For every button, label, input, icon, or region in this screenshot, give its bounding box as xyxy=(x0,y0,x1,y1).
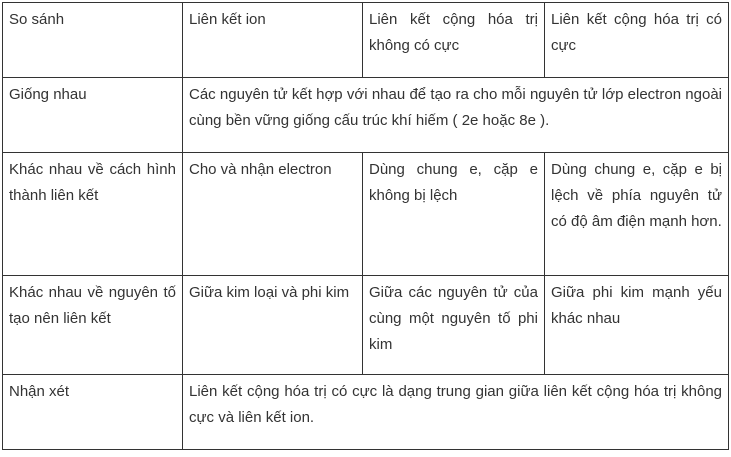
similarity-text: Các nguyên tử kết hợp với nhau để tạo ra cho mỗi nguyên tử lớp electron ngoài cùng bền vững giống cấu trúc khí hiếm ( 2e hoặc 8e ). xyxy=(183,78,729,153)
table-row-similarity xyxy=(3,78,729,153)
header-cell-ionic-bond: Liên kết ion xyxy=(183,3,363,78)
elements-polar: Giữa phi kim mạnh yếu khác nhau xyxy=(545,276,729,375)
elements-ionic: Giữa kim loại và phi kim xyxy=(183,276,363,375)
table-row-header xyxy=(3,3,729,78)
elements-nonpolar: Giữa các nguyên tử của cùng một nguyên tố phi kim xyxy=(363,276,545,375)
formation-ionic: Cho và nhận electron xyxy=(183,153,363,276)
row-label-elements: Khác nhau về nguyên tố tạo nên liên kết xyxy=(3,276,183,375)
table-row-formation xyxy=(3,153,729,276)
row-label-remark: Nhận xét xyxy=(3,375,183,450)
row-label-similarity: Giống nhau xyxy=(3,78,183,153)
comparison-table xyxy=(2,2,729,450)
header-cell-polar-covalent: Liên kết cộng hóa trị có cực xyxy=(545,3,729,78)
header-cell-compare: So sánh xyxy=(3,3,183,78)
formation-polar: Dùng chung e, cặp e bị lệch về phía nguyên tử có độ âm điện mạnh hơn. xyxy=(545,153,729,276)
formation-nonpolar: Dùng chung e, cặp e không bị lệch xyxy=(363,153,545,276)
header-cell-nonpolar-covalent: Liên kết cộng hóa trị không có cực xyxy=(363,3,545,78)
table-row-remark xyxy=(3,375,729,450)
row-label-formation: Khác nhau về cách hình thành liên kết xyxy=(3,153,183,276)
table-row-elements xyxy=(3,276,729,375)
remark-text: Liên kết cộng hóa trị có cực là dạng trung gian giữa liên kết cộng hóa trị không cực và liên kết ion. xyxy=(183,375,729,450)
